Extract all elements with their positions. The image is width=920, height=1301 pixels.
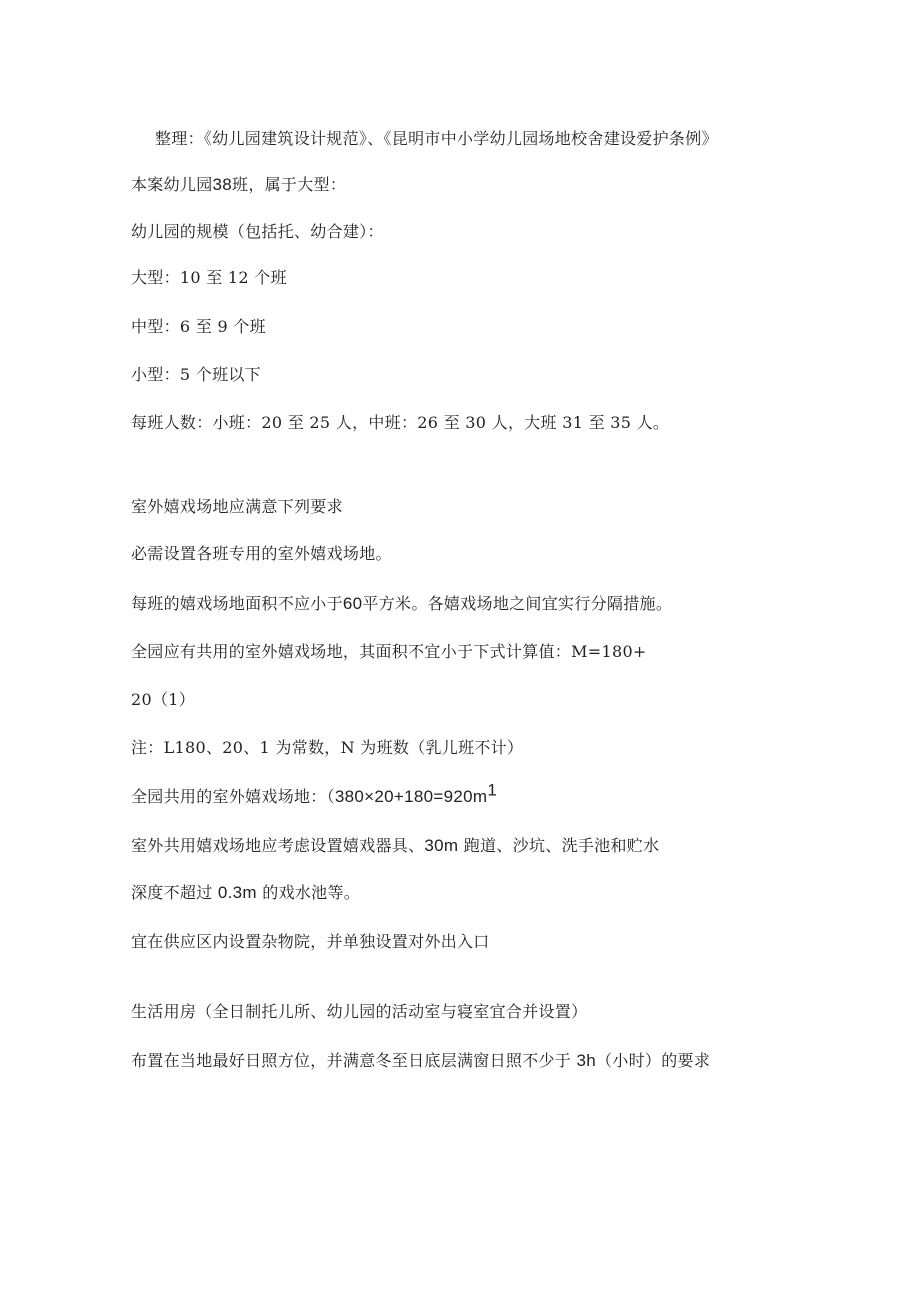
service-yard: 宜在供应区内设置杂物院，并单独设置对外出入口 bbox=[131, 932, 490, 951]
case-scale: 本案幼儿园38班，属于大型： bbox=[131, 175, 347, 194]
formula-note: 注：L180、20、1 为常数，N 为班数（乳儿班不计） bbox=[131, 738, 524, 757]
pool-depth: 深度不超过 0.3m 的戏水池等。 bbox=[131, 883, 361, 902]
source-line: 整理：《幼儿园建筑设计规范》、《昆明市中小学幼儿园场地校舍建设爱护条例》 bbox=[155, 129, 718, 148]
scale-large: 大型：10 至 12 个班 bbox=[131, 268, 287, 287]
outdoor-heading: 室外嬉戏场地应满意下列要求 bbox=[131, 497, 343, 516]
scale-small: 小型：5 个班以下 bbox=[131, 365, 261, 384]
living-heading: 生活用房（全日制托儿所、幼儿园的活动室与寝室宜合并设置） bbox=[131, 1002, 588, 1021]
formula-cont: 20（1） bbox=[131, 690, 196, 709]
sunlight: 布置在当地最好日照方位，并满意冬至日底层满窗日照不少于 3h（小时）的要求 bbox=[131, 1051, 711, 1070]
outdoor-req-1: 必需设置各班专用的室外嬉戏场地。 bbox=[131, 544, 392, 563]
scale-heading: 幼儿园的规模（包括托、幼合建）： bbox=[131, 222, 384, 241]
class-size: 每班人数：小班：20 至 25 人，中班：26 至 30 人，大班 31 至 35 人。 bbox=[131, 413, 670, 432]
scale-medium: 中型：6 至 9 个班 bbox=[131, 317, 266, 336]
outdoor-req-3: 全园应有共用的室外嬉戏场地，其面积不宜小于下式计算值：M=180+ bbox=[131, 642, 647, 661]
shared-area: 全园共用的室外嬉戏场地：（$380\times 20+180=920m^1$ bbox=[131, 780, 498, 806]
outdoor-req-2: 每班的嬉戏场地面积不应小于60平方米。各嬉戏场地之间宜实行分隔措施。 bbox=[131, 594, 673, 613]
equipment: 室外共用嬉戏场地应考虑设置嬉戏器具、30m 跑道、沙坑、洗手池和贮水 bbox=[131, 836, 660, 855]
